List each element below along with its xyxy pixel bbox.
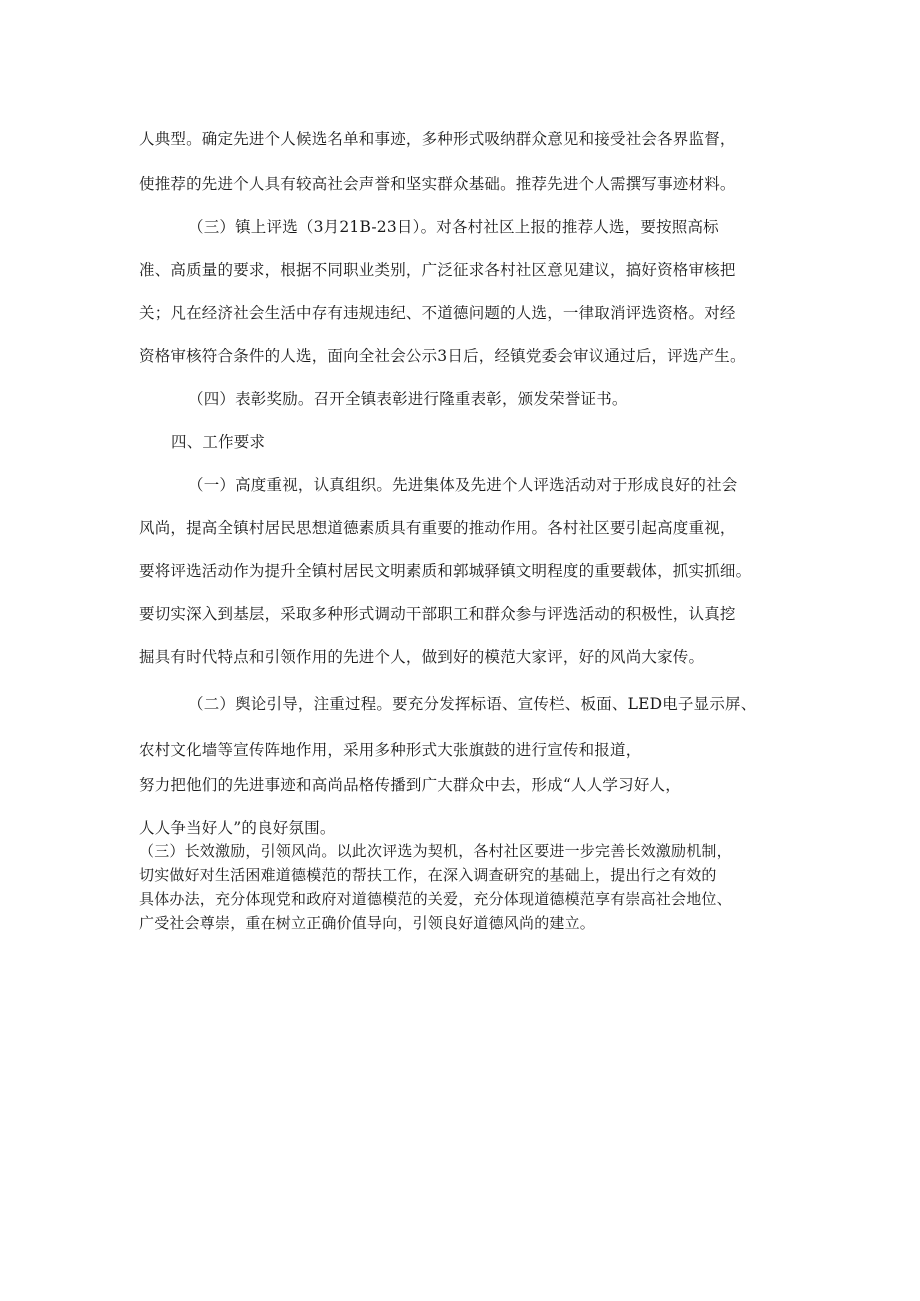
paragraph-line: 切实做好对生活困难道德模范的帮扶工作，在深入调查研究的基础上，提出行之有效的 bbox=[139, 866, 717, 884]
paragraph-line: 关；凡在经济社会生活中存有违规违纪、不道德问题的人选，一律取消评选资格。对经 bbox=[139, 304, 736, 322]
paragraph-line: 广受社会尊崇，重在树立正确价值导向，引领良好道德风尚的建立。 bbox=[139, 914, 596, 932]
paragraph-line: 资格审核符合条件的人选，面向全社会公示3日后，经镇党委会审议通过后，评选产生。 bbox=[139, 347, 746, 365]
paragraph-line: 具体办法，充分体现党和政府对道德模范的关爱，充分体现道德模范享有崇高社会地位、 bbox=[139, 890, 732, 908]
paragraph-line: （二）舆论引导，注重过程。要充分发挥标语、宣传栏、板面、LED电子显示屏、 bbox=[188, 695, 757, 713]
paragraph-line: 努力把他们的先进事迹和高尚品格传播到广大群众中去，形成“人人学习好人， bbox=[139, 776, 681, 794]
paragraph-line: （三）长效激励，引领风尚。以此次评选为契机，各村社区要进一步完善长效激励机制， bbox=[139, 842, 732, 860]
section-heading: 四、工作要求 bbox=[171, 433, 266, 451]
paragraph-line: 使推荐的先进个人具有较高社会声誉和坚实群众基础。推荐先进个人需撰写事迹材料。 bbox=[139, 175, 736, 193]
paragraph-line: 风尚，提高全镇村居民思想道德素质具有重要的推动作用。各村社区要引起高度重视， bbox=[139, 519, 736, 537]
paragraph-line: （一）高度重视，认真组织。先进集体及先进个人评选活动对于形成良好的社会 bbox=[188, 476, 738, 494]
paragraph-line: （三）镇上评选（3月21B-23日）。对各村社区上报的推荐人选，要按照高标 bbox=[188, 218, 719, 236]
paragraph-line: 人人争当好人”的良好氛围。 bbox=[139, 819, 336, 837]
paragraph-line: 准、高质量的要求，根据不同职业类别，广泛征求各村社区意见建议，搞好资格审核把 bbox=[139, 261, 736, 279]
paragraph-line: 掘具有时代特点和引领作用的先进个人，做到好的模范大家评，好的风尚大家传。 bbox=[139, 648, 705, 666]
paragraph-line: （四）表彰奖励。召开全镇表彰进行隆重表彰，颁发荣誉证书。 bbox=[188, 390, 628, 408]
paragraph-line: 人典型。确定先进个人候选名单和事迹，多种形式吸纳群众意见和接受社会各界监督， bbox=[139, 130, 736, 148]
paragraph-line: 要将评选活动作为提升全镇村居民文明素质和郭城驿镇文明程度的重要载体，抓实抓细。 bbox=[139, 562, 752, 580]
paragraph-line: 要切实深入到基层，采取多种形式调动干部职工和群众参与评选活动的积极性，认真挖 bbox=[139, 605, 736, 623]
paragraph-line: 农村文化墙等宣传阵地作用，采用多种形式大张旗鼓的进行宣传和报道， bbox=[139, 741, 642, 759]
